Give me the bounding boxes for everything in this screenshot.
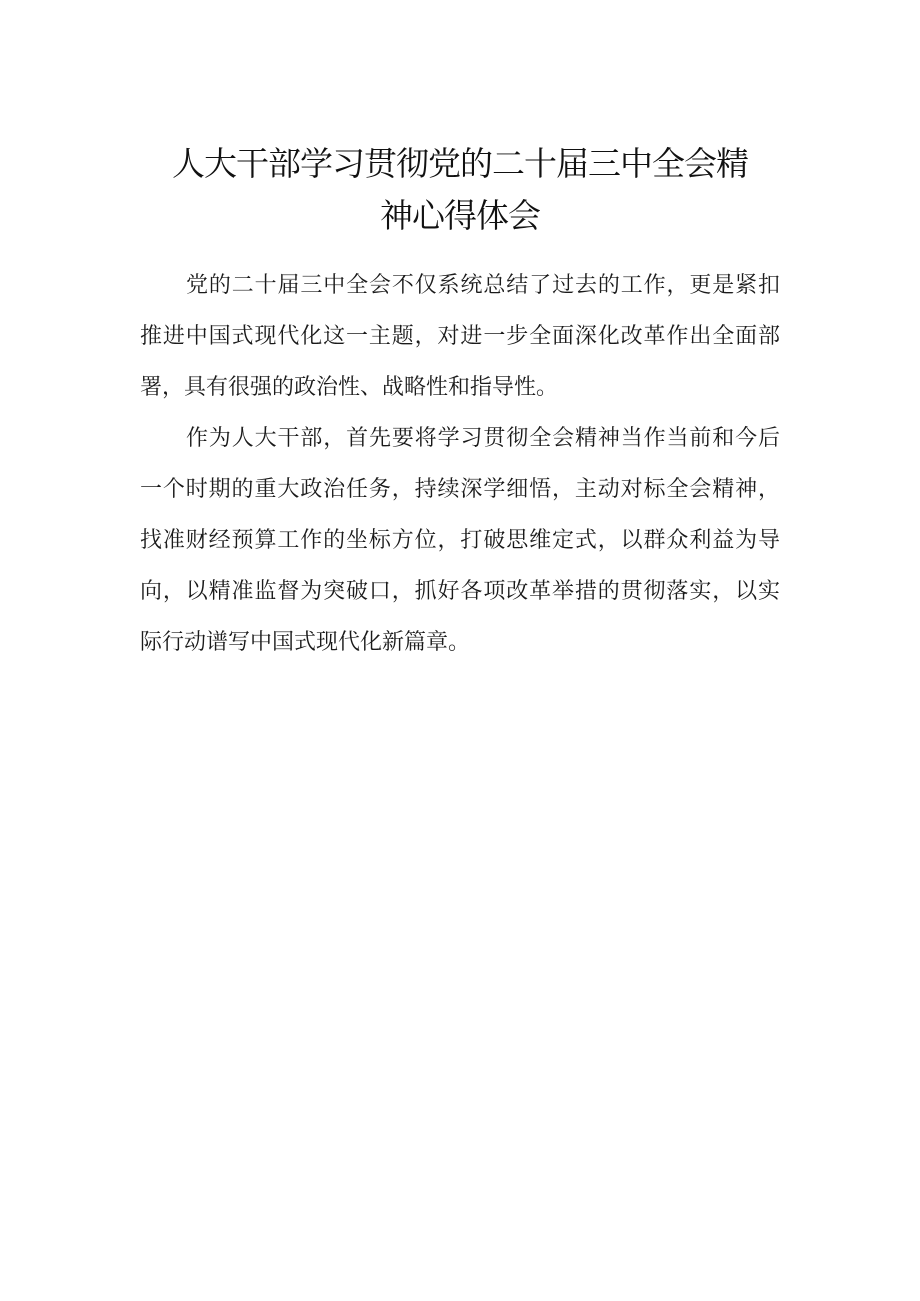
paragraph-line: 一个时期的重大政治任务，持续深学细悟，主动对标全会精神， — [140, 477, 780, 502]
paragraph-line: 际行动谱写中国式现代化新篇章。 — [140, 630, 471, 655]
paragraph-line: 作为人大干部，首先要将学习贯彻全会精神当作当前和今后 — [186, 426, 780, 451]
document-title — [140, 138, 780, 242]
paragraph-1 — [140, 260, 780, 413]
title-line-2: 神心得体会 — [380, 196, 540, 235]
paragraph-line: 推进中国式现代化这一主题，对进一步全面深化改革作出全面部 — [140, 324, 780, 349]
title-line-1: 人大干部学习贯彻党的二十届三中全会精 — [172, 144, 748, 183]
paragraph-line: 向，以精准监督为突破口，抓好各项改革举措的贯彻落实，以实 — [140, 579, 780, 604]
document-body — [140, 260, 780, 668]
paragraph-line: 署，具有很强的政治性、战略性和指导性。 — [140, 375, 559, 400]
paragraph-line: 找准财经预算工作的坐标方位，打破思维定式，以群众利益为导 — [140, 528, 780, 553]
paragraph-line: 党的二十届三中全会不仅系统总结了过去的工作，更是紧扣 — [186, 273, 780, 298]
paragraph-2 — [140, 413, 780, 668]
